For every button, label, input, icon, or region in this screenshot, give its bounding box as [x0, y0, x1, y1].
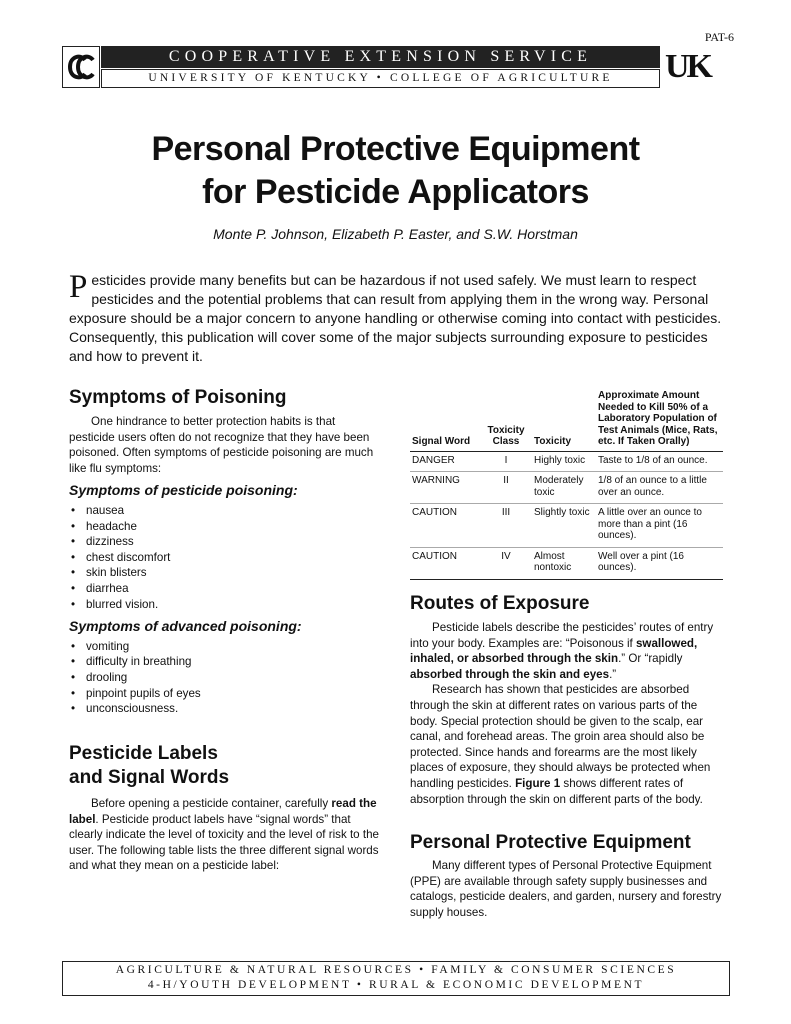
authors: Monte P. Johnson, Elizabeth P. Easter, and S.W. Horstman	[213, 226, 578, 242]
labels-heading-line-1: Pesticide Labels	[69, 743, 218, 764]
list-item: • vomiting	[69, 639, 379, 655]
cell-class: II	[480, 472, 532, 504]
cell-toxicity: Slightly toxic	[532, 504, 596, 548]
symptoms-heading: Symptoms of Poisoning	[69, 387, 287, 408]
routes-paragraph-1	[410, 620, 726, 682]
uk-logo: UK	[665, 48, 710, 85]
list-item: • unconsciousness.	[69, 701, 379, 717]
page-title	[60, 128, 731, 214]
col-toxicity: Toxicity	[532, 390, 596, 451]
symptoms-paragraph: One hindrance to better protection habits is that pesticide users often do not recognize that they have been poisoned. Often symptoms of pesticide poisoning are much like flu symptoms:	[69, 415, 374, 475]
cell-class: I	[480, 451, 532, 472]
table-row	[410, 472, 723, 504]
cell-signal-word: CAUTION	[410, 504, 480, 548]
extension-logo-icon	[62, 46, 100, 88]
org-name-bar: COOPERATIVE EXTENSION SERVICE	[101, 46, 660, 68]
cell-toxicity: Almost nontoxic	[532, 547, 596, 579]
footer-box	[62, 961, 730, 996]
cell-signal-word: DANGER	[410, 451, 480, 472]
routes-text: .”	[609, 667, 617, 681]
routes-text: shows different rates of absorption through the skin on different parts of the body.	[410, 776, 703, 806]
labels-text-1: Before opening a pesticide container, carefully	[91, 797, 329, 810]
document-code: PAT-6	[704, 30, 734, 44]
table-row	[410, 451, 723, 472]
symptoms-section	[69, 386, 379, 717]
cell-amount: A little over an ounce to more than a pint (16 ounces).	[596, 504, 723, 548]
routes-emphasis: absorbed through the skin and eyes	[410, 667, 610, 681]
footer-line-1: AGRICULTURE & NATURAL RESOURCES • FAMILY & CONSUMER SCIENCES	[115, 964, 677, 976]
list-item: • pinpoint pupils of eyes	[69, 686, 379, 702]
ppe-paragraph: Many different types of Personal Protective Equipment (PPE) are available through safety supply businesses and catalogs, pesticide dealers, and garden, nursery and forestry supply houses.	[410, 859, 722, 919]
symptoms-list-heading: Symptoms of pesticide poisoning:	[69, 482, 298, 499]
advanced-symptoms-heading: Symptoms of advanced poisoning:	[69, 618, 302, 635]
intro-paragraph	[69, 271, 729, 366]
cell-toxicity: Highly toxic	[532, 451, 596, 472]
routes-text: .” Or “rapidly	[618, 652, 683, 666]
labels-paragraph	[69, 796, 379, 874]
col-toxicity-class: Toxicity Class	[480, 390, 532, 451]
col-signal-word: Signal Word	[410, 390, 480, 451]
table-row	[410, 547, 723, 579]
cell-signal-word: WARNING	[410, 472, 480, 504]
ppe-heading: Personal Protective Equipment	[410, 832, 691, 853]
routes-paragraph-2	[410, 682, 726, 807]
routes-text: Research has shown that pesticides are absorbed through the skin at different rates on various parts of the body. Special protection should be given to the scalp, ear canal, and forehead areas. The groin area should also be protected. Since hands and forearms are the most likely places of exposure, they should always be protected when handling pesticides.	[410, 683, 711, 790]
list-item: • chest discomfort	[69, 550, 379, 566]
cell-toxicity: Moderately toxic	[532, 472, 596, 504]
routes-section	[410, 592, 726, 807]
cell-amount: 1/8 of an ounce to a little over an ounce.	[596, 472, 723, 504]
title-line-1: Personal Protective Equipment	[151, 130, 640, 168]
read-the-label-emphasis: read the label	[69, 797, 377, 826]
figure-reference: Figure 1	[515, 776, 561, 790]
footer-line-2: 4-H/YOUTH DEVELOPMENT • RURAL & ECONOMIC DEVELOPMENT	[147, 979, 645, 991]
cell-class: III	[480, 504, 532, 548]
list-item: • drooling	[69, 670, 379, 686]
list-item: • diarrhea	[69, 581, 379, 597]
list-item: • dizziness	[69, 534, 379, 550]
ppe-section	[410, 831, 726, 920]
labels-heading	[69, 742, 379, 790]
signal-words-table	[410, 390, 723, 580]
list-item: • skin blisters	[69, 565, 379, 581]
symptoms-list	[69, 503, 379, 612]
university-college-bar: UNIVERSITY OF KENTUCKY • COLLEGE OF AGRICULTURE	[101, 69, 660, 88]
cell-amount: Taste to 1/8 of an ounce.	[596, 451, 723, 472]
routes-heading: Routes of Exposure	[410, 593, 590, 614]
routes-text: Pesticide labels describe the pesticides’ routes of entry into your body. Examples are: “Poisonous if	[410, 621, 714, 650]
list-item: • headache	[69, 519, 379, 535]
cell-amount: Well over a pint (16 ounces).	[596, 547, 723, 579]
title-line-2: for Pesticide Applicators	[202, 173, 589, 211]
intro-text: esticides provide many benefits but can be hazardous if not used safely. We must learn to respect pesticides and the potential problems that can result from applying them in the wrong way. Personal exposure should be a major concern to anyone handling or otherwise coming into contact with pesticides. Consequently, this publication will cover some of the major subjects surrounding exposure to pesticides and how to prevent it.	[69, 272, 722, 364]
cell-class: IV	[480, 547, 532, 579]
list-item: • nausea	[69, 503, 379, 519]
table-row	[410, 504, 723, 548]
list-item: • difficulty in breathing	[69, 654, 379, 670]
routes-emphasis: swallowed, inhaled, or absorbed through the skin	[410, 636, 698, 666]
table-header-row	[410, 390, 723, 451]
cell-signal-word: CAUTION	[410, 547, 480, 579]
advanced-symptoms-list	[69, 639, 379, 717]
labels-section	[69, 742, 379, 874]
list-item: • blurred vision.	[69, 597, 379, 613]
drop-cap: P	[69, 269, 88, 305]
labels-text-2: . Pesticide product labels have “signal words” that clearly indicate the level of toxicity and the level of risk to the user. The following table lists the three different signal words and what they mean on a pesticide label:	[69, 812, 379, 873]
col-approximate-amount: Approximate Amount Needed to Kill 50% of a Laboratory Population of Test Animals (Mice, Rats, etc. If Taken Orally)	[596, 390, 723, 451]
labels-heading-line-2: and Signal Words	[69, 767, 230, 788]
